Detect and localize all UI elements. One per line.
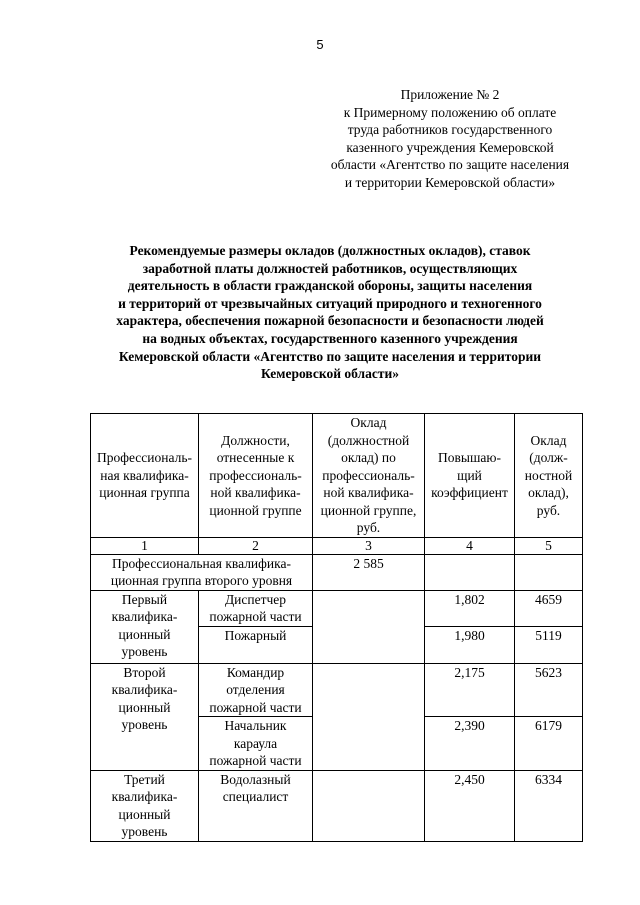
- coefficient-cell: 1,802: [425, 590, 515, 626]
- appendix-line: и территории Кемеровской области»: [344, 174, 556, 190]
- header-line: ной квалифика-: [210, 485, 301, 500]
- position-title: [199, 717, 313, 771]
- position-title-line: специалист: [222, 789, 289, 804]
- level-name-line: ционный: [118, 699, 171, 715]
- header-salary: [515, 414, 583, 538]
- header-line: руб.: [356, 520, 381, 535]
- table-row: [91, 770, 583, 841]
- coefficient-cell: 2,390: [425, 717, 515, 771]
- appendix-line: труда работников государственного: [347, 122, 553, 137]
- appendix-header: [300, 86, 600, 191]
- empty-cell: [515, 554, 583, 590]
- table-header-row: [91, 414, 583, 538]
- empty-cell: [313, 663, 425, 770]
- group-name: [91, 554, 313, 590]
- document-title: [60, 242, 600, 383]
- position-title: [199, 626, 313, 663]
- appendix-line: казенного учреждения Кемеровской: [346, 139, 554, 155]
- header-line: оклад),: [528, 485, 569, 500]
- coefficient-cell: 2,175: [425, 663, 515, 717]
- salary-cell: 5119: [515, 626, 583, 663]
- column-number-row: [91, 537, 583, 554]
- header-line: ной квалифика-: [323, 485, 414, 500]
- header-line: щий: [457, 467, 482, 483]
- salary-cell: 6334: [515, 770, 583, 841]
- header-line: руб.: [536, 502, 561, 518]
- position-title-line: отделения: [226, 682, 285, 697]
- group-name-line: Профессиональная квалифика-: [112, 555, 291, 571]
- level-name: [91, 590, 199, 663]
- level-name-line: ционный: [118, 806, 171, 822]
- column-number: 5: [515, 537, 583, 554]
- level-name-line: уровень: [121, 717, 168, 732]
- title-line: деятельность в области гражданской обороны, защиты населения: [127, 278, 533, 294]
- position-title-line: Начальник: [224, 718, 287, 733]
- table-row: [91, 663, 583, 717]
- position-title-line: караула: [233, 735, 278, 751]
- appendix-line: Приложение № 2: [400, 87, 500, 102]
- header-line: Оклад: [350, 415, 387, 430]
- column-number: 3: [313, 537, 425, 554]
- page-number: 5: [316, 37, 324, 52]
- table-row: [91, 590, 583, 626]
- position-title-line: Диспетчер: [224, 591, 287, 607]
- position-title: [199, 663, 313, 717]
- position-title-line: пожарной части: [209, 753, 302, 768]
- header-line: Оклад: [530, 432, 567, 448]
- title-line: заработной платы должностей работников, осуществляющих: [142, 260, 518, 276]
- level-name-line: квалифика-: [111, 682, 178, 697]
- position-title: [199, 770, 313, 841]
- header-line: ная квалифика-: [100, 467, 189, 483]
- header-line: ностной: [524, 467, 573, 483]
- coefficient-cell: 1,980: [425, 626, 515, 663]
- salary-table: [90, 413, 583, 842]
- coefficient-cell: 2,450: [425, 770, 515, 841]
- level-name-line: Второй: [123, 664, 166, 680]
- position-title-line: Пожарный: [224, 627, 287, 643]
- level-name-line: уровень: [121, 644, 168, 659]
- header-line: профессиональ-: [322, 467, 415, 483]
- title-line: на водных объектах, государственного казенного учреждения: [142, 330, 518, 346]
- header-line: профессиональ-: [209, 467, 302, 483]
- empty-cell: [313, 770, 425, 841]
- header-line: Повышаю-: [438, 450, 501, 465]
- level-name: [91, 663, 199, 770]
- title-line: Рекомендуемые размеры окладов (должностных окладов), ставок: [129, 243, 531, 258]
- header-coefficient: [425, 414, 515, 538]
- appendix-line: к Примерному положению об оплате: [343, 104, 557, 120]
- level-name-line: квалифика-: [111, 789, 178, 804]
- level-name-line: уровень: [121, 824, 168, 839]
- level-name-line: Третий: [124, 771, 165, 787]
- position-title: [199, 590, 313, 626]
- column-number: 2: [199, 537, 313, 554]
- title-line: Кемеровской области «Агентство по защите населения и территории: [118, 348, 542, 364]
- header-professional-group: [91, 414, 199, 538]
- group-name-line: ционная группа второго уровня: [110, 573, 293, 588]
- level-name-line: Первый: [121, 591, 168, 607]
- group-row: [91, 554, 583, 590]
- column-number: 1: [91, 537, 199, 554]
- position-title-line: Командир: [226, 664, 285, 680]
- column-number: 4: [425, 537, 515, 554]
- header-line: коэффициент: [431, 485, 508, 500]
- salary-cell: 5623: [515, 663, 583, 717]
- empty-cell: [425, 554, 515, 590]
- level-name-line: квалифика-: [111, 609, 178, 624]
- header-line: Должности,: [221, 432, 290, 448]
- level-name-line: ционный: [118, 626, 171, 642]
- salary-cell: 4659: [515, 590, 583, 626]
- salary-cell: 6179: [515, 717, 583, 771]
- header-line: ционной группе,: [320, 502, 417, 518]
- position-title-line: Водолазный: [220, 771, 291, 787]
- header-base-salary: [313, 414, 425, 538]
- header-line: ционная группа: [99, 485, 190, 500]
- header-line: отнесенные к: [216, 450, 295, 465]
- position-title-line: пожарной части: [209, 699, 302, 715]
- header-line: оклад) по: [341, 450, 396, 465]
- title-line: характера, обеспечения пожарной безопасности и безопасности людей: [116, 313, 544, 329]
- appendix-line: области «Агентство по защите населения: [330, 157, 570, 172]
- level-name: [91, 770, 199, 841]
- empty-cell: [313, 590, 425, 663]
- group-base-salary: 2 585: [313, 554, 425, 590]
- header-line: (должностной: [327, 432, 410, 448]
- header-line: ционной группе: [209, 502, 302, 518]
- position-title-line: пожарной части: [209, 609, 302, 624]
- header-line: (долж-: [529, 450, 568, 465]
- title-line: Кемеровской области»: [261, 366, 399, 382]
- title-line: и территорий от чрезвычайных ситуаций природного и техногенного: [118, 295, 542, 311]
- header-line: Профессиональ-: [96, 450, 192, 465]
- header-positions: [199, 414, 313, 538]
